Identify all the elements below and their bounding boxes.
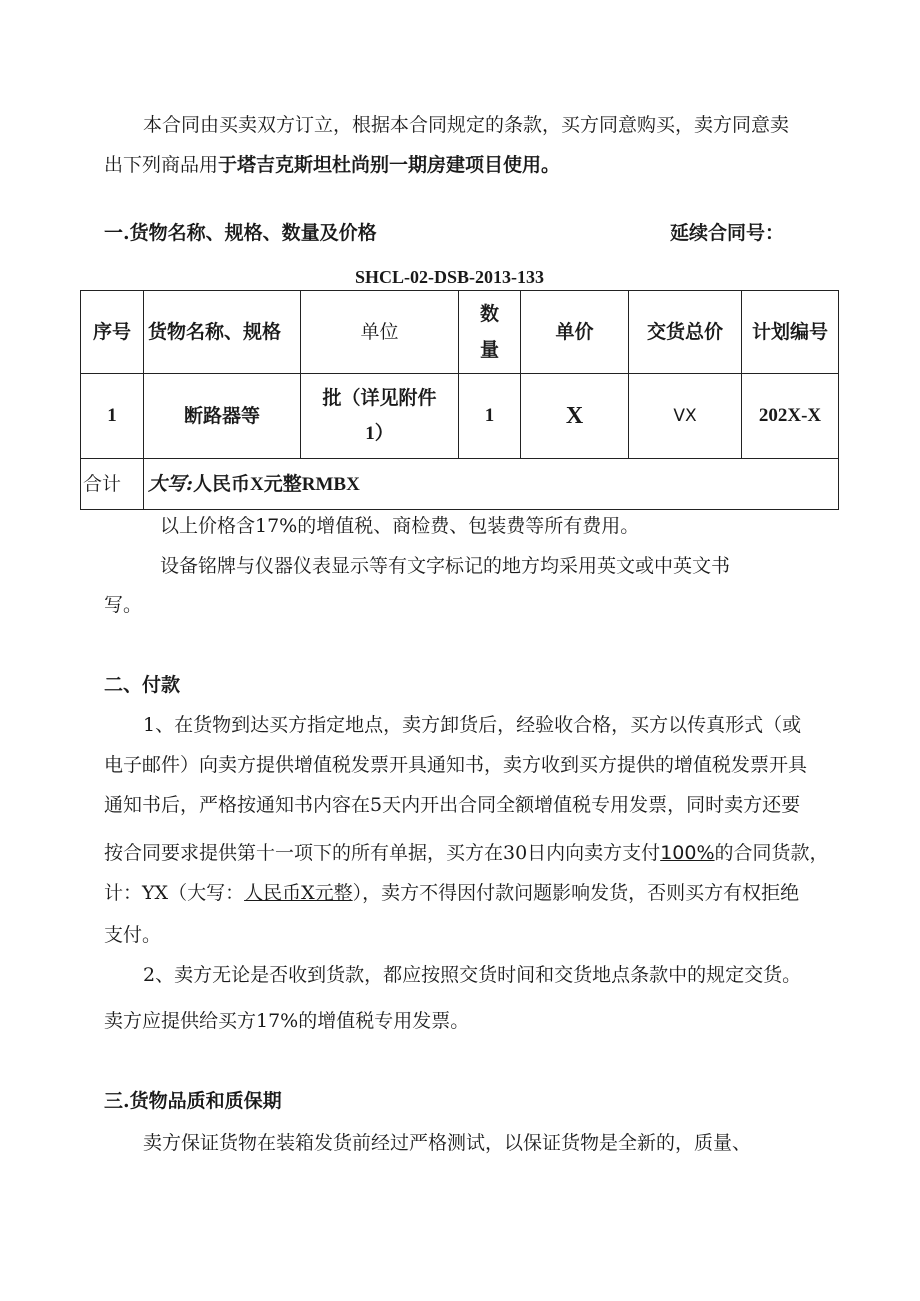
header-seq: 序号 [81,291,144,374]
header-name: 货物名称、规格 [144,291,301,374]
header-qty-line-1: 数 [479,303,499,325]
total-label: 合计 [81,459,144,510]
contract-number-label: 延续合同号： [670,222,785,244]
section-3-heading: 三.货物品质和质保期 [104,1090,282,1112]
payment-p1-line-6: 支付。 [104,924,162,946]
section-2-heading: 二、付款 [104,674,181,696]
cell-unit-line-1: 批（详见附件 [322,387,437,409]
label-note-line-1: 设备铭牌与仪器仪表显示等有文字标记的地方均采用英文或中英文书 [160,555,731,577]
table-total-row [81,459,839,510]
payment-p1-line-5-a: 计：YX（大写： [104,882,245,904]
payment-p1-line-5-b: ），卖方不得因付款问题影响发货，否则买方有权拒绝 [352,882,800,904]
goods-table [80,290,839,510]
payment-p1-line-4-b: 的合同货款， [714,842,829,864]
section-1-heading: 一.货物名称、规格、数量及价格 [104,222,377,244]
quality-p1-line-1: 卖方保证货物在装箱发货前经过严格测试，以保证货物是全新的，质量、 [143,1132,752,1154]
table-row [81,374,839,459]
cell-total: VX [629,374,742,459]
payment-p1-line-2: 电子邮件）向卖方提供增值税发票开具通知书，卖方收到买方提供的增值税发票开具 [104,754,808,776]
cell-unit [301,374,459,459]
payment-p2-line-1: 2、卖方无论是否收到货款，都应按照交货时间和交货地点条款中的规定交货。 [143,964,802,986]
payment-p1-line-4 [104,840,829,866]
intro-line-1: 本合同由买卖双方订立，根据本合同规定的条款，买方同意购买，卖方同意卖 [143,114,790,136]
total-prefix: 大写: [148,472,194,495]
header-plan: 计划编号 [742,291,839,374]
payment-p2-line-2: 卖方应提供给买方17%的增值税专用发票。 [104,1010,470,1032]
intro-line-2-normal: 出下列商品用 [104,154,219,176]
table-header-row [81,291,839,374]
cell-price: X [521,374,629,459]
header-price: 单价 [521,291,629,374]
header-total: 交货总价 [629,291,742,374]
payment-p1-line-3: 通知书后，严格按通知书内容在5天内开出合同全额增值税专用发票，同时卖方还要 [104,794,801,816]
cell-name: 断路器等 [144,374,301,459]
payment-p1-line-1: 1、在货物到达买方指定地点，卖方卸货后，经验收合格，买方以传真形式（或 [143,714,802,736]
cell-unit-line-2: 1） [365,423,394,444]
payment-amount-words: 人民币X元整 [244,882,353,904]
contract-number: SHCL-02-DSB-2013-133 [355,267,545,287]
total-amount [144,459,839,510]
price-note: 以上价格含17%的增值税、商检费、包装费等所有费用。 [160,515,640,537]
cell-plan: 202X-X [742,374,839,459]
label-note-line-2: 写。 [104,594,143,616]
total-value: 人民币X元整RMBX [193,473,360,495]
payment-percent: 100% [660,842,715,864]
intro-line-2-bold: 于塔吉克斯坦杜尚别一期房建项目使用。 [218,154,561,176]
payment-p1-line-5 [104,880,799,906]
cell-qty: 1 [459,374,521,459]
header-qty-line-2: 量 [479,339,499,361]
header-unit: 单位 [301,291,459,374]
intro-line-2 [104,152,560,178]
cell-seq: 1 [81,374,144,459]
header-qty [459,291,521,374]
payment-p1-line-4-a: 按合同要求提供第十一项下的所有单据，买方在30日内向卖方支付 [104,842,661,864]
